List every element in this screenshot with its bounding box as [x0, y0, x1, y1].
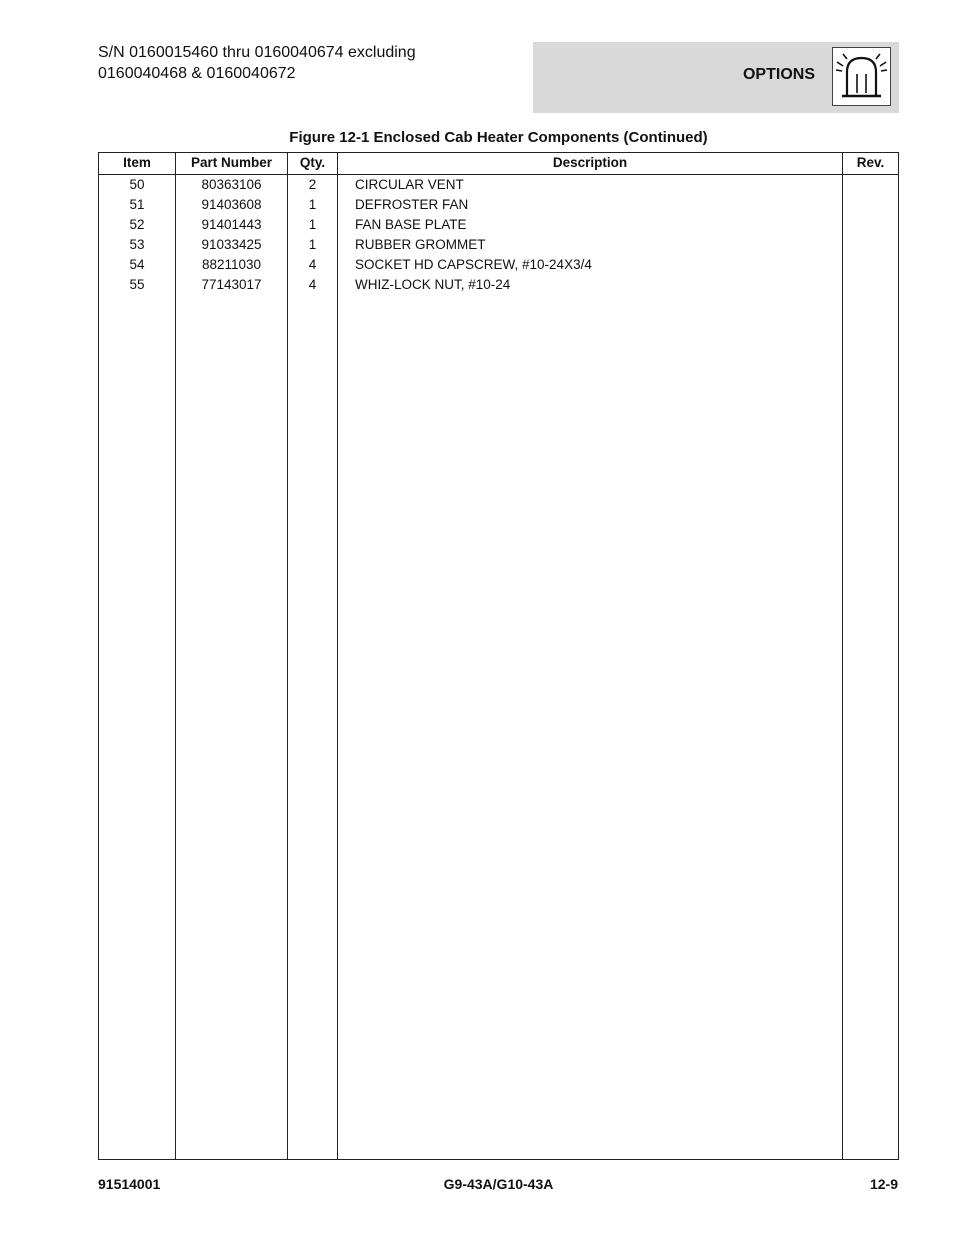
section-title: OPTIONS: [742, 66, 815, 83]
item-cell: 53: [129, 237, 145, 252]
column-divider: [337, 153, 338, 1159]
model-number: G9-43A/G10-43A: [443, 1176, 554, 1192]
description-cell: WHIZ-LOCK NUT, #10-24: [355, 277, 511, 292]
item-cell: 50: [129, 177, 145, 192]
part-number-cell: 91403608: [201, 197, 262, 212]
column-header-qty: Qty.: [299, 155, 326, 170]
part-number-cell: 77143017: [201, 277, 262, 292]
part-number-cell: 88211030: [201, 257, 262, 272]
qty-cell: 2: [308, 177, 317, 192]
column-divider: [842, 153, 843, 1159]
table-body: [99, 175, 898, 295]
item-cell: 54: [129, 257, 145, 272]
table-row: [99, 255, 898, 275]
part-number-cell: 80363106: [201, 177, 262, 192]
description-cell: SOCKET HD CAPSCREW, #10-24X3/4: [355, 257, 592, 272]
figure-title: Figure 12-1 Enclosed Cab Heater Components (Continued): [289, 129, 708, 146]
item-cell: 51: [129, 197, 145, 212]
table-row: [99, 235, 898, 255]
page-number: 12-9: [869, 1176, 898, 1192]
description-cell: DEFROSTER FAN: [355, 197, 469, 212]
column-header-description: Description: [552, 155, 628, 170]
serial-number-range: [98, 42, 416, 84]
document-number: 91514001: [98, 1176, 161, 1192]
description-cell: CIRCULAR VENT: [355, 177, 464, 192]
warning-beacon-icon: [832, 47, 891, 106]
table-row: [99, 175, 898, 195]
description-cell: FAN BASE PLATE: [355, 217, 467, 232]
column-header-part-number: Part Number: [190, 155, 273, 170]
item-cell: 52: [129, 217, 145, 232]
table-header: [99, 153, 898, 175]
table-row: [99, 215, 898, 235]
column-header-item: Item: [123, 155, 151, 170]
table-row: [99, 275, 898, 295]
table-row: [99, 195, 898, 215]
qty-cell: 1: [308, 197, 317, 212]
serial-line-2: 0160040468 & 0160040672: [98, 65, 296, 82]
qty-cell: 4: [308, 257, 317, 272]
part-number-cell: 91033425: [201, 237, 262, 252]
column-header-rev: Rev.: [856, 155, 885, 170]
section-tab: [533, 42, 899, 113]
qty-cell: 1: [308, 237, 317, 252]
qty-cell: 1: [308, 217, 317, 232]
description-cell: RUBBER GROMMET: [355, 237, 486, 252]
parts-table: [98, 152, 899, 1160]
column-divider: [287, 153, 288, 1159]
item-cell: 55: [129, 277, 145, 292]
part-number-cell: 91401443: [201, 217, 262, 232]
column-divider: [175, 153, 176, 1159]
qty-cell: 4: [308, 277, 317, 292]
serial-line-1: S/N 0160015460 thru 0160040674 excluding: [98, 44, 416, 61]
